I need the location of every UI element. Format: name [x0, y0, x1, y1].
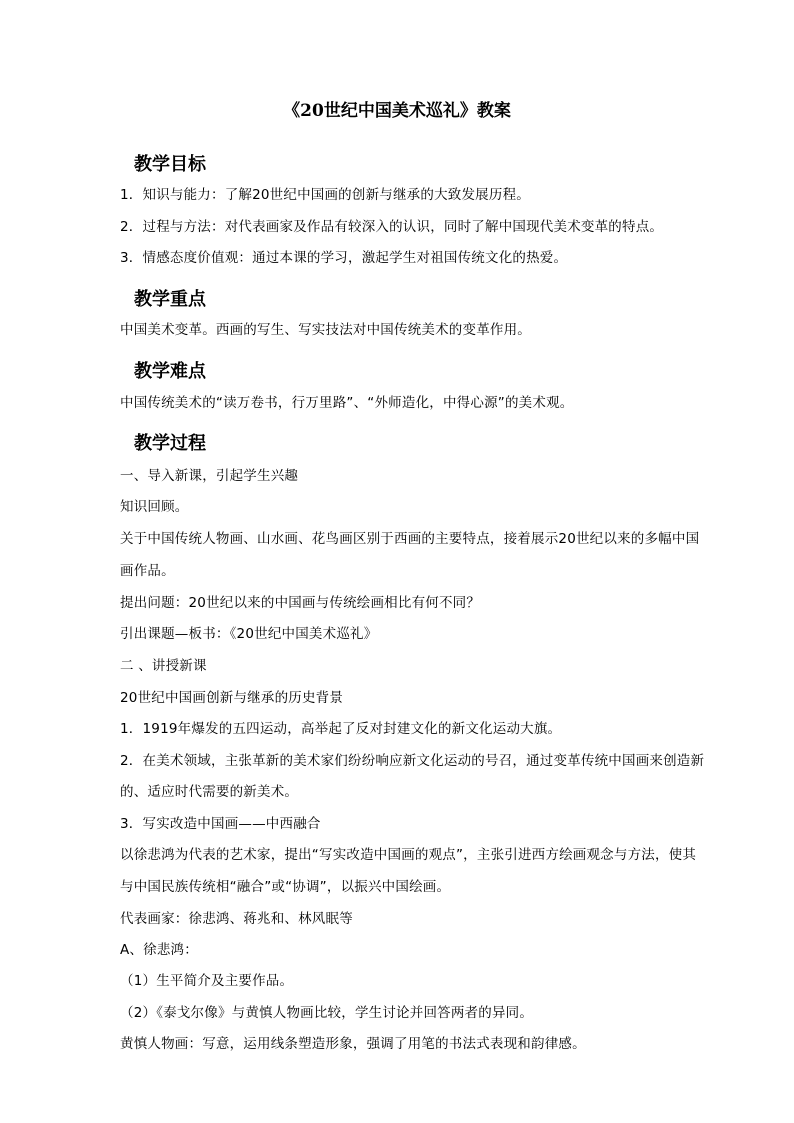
process-line: 的、适应时代需要的新美术。	[120, 784, 299, 800]
process-line: 2．在美术领域，主张革新的美术家们纷纷响应新文化运动的号召，通过变革传统中国画来创造新	[120, 753, 705, 769]
process-line: （1）生平简介及主要作品。	[120, 973, 294, 989]
process-line: 提出问题：20世纪以来的中国画与传统绘画相比有何不同？	[120, 595, 481, 611]
process-line: 代表画家：徐悲鸿、蒋兆和、林风眠等	[120, 911, 353, 927]
section-heading-process: 教学过程	[134, 433, 206, 454]
process-line: 1．1919年爆发的五四运动，高举起了反对封建文化的新文化运动大旗。	[120, 721, 562, 737]
process-line: 引出课题—板书：《20世纪中国美术巡礼》	[120, 626, 378, 642]
process-line: （2）《泰戈尔像》与黄慎人物画比较，学生讨论并回答两者的异同。	[120, 1005, 534, 1021]
process-line: 二 、讲授新课	[120, 658, 207, 674]
process-line: 知识回顾。	[120, 499, 189, 515]
section-heading-difficulty: 教学难点	[134, 361, 206, 382]
process-line: 一、导入新课，引起学生兴趣	[120, 468, 299, 484]
process-line: A、徐悲鸿：	[120, 942, 198, 958]
process-line: 黄慎人物画：写意，运用线条塑造形象，强调了用笔的书法式表现和韵律感。	[120, 1036, 586, 1052]
process-line: 3．写实改造中国画——中西融合	[120, 816, 321, 832]
section-heading-goals: 教学目标	[134, 154, 206, 175]
process-line: 20世纪中国画创新与继承的历史背景	[120, 690, 344, 706]
process-line: 以徐悲鸿为代表的艺术家，提出“写实改造中国画的观点”，主张引进西方绘画观念与方法，使其	[120, 847, 697, 863]
goal-item-2: 2．过程与方法：对代表画家及作品有较深入的认识，同时了解中国现代美术变革的特点。	[120, 219, 664, 235]
goal-item-3: 3．情感态度价值观：通过本课的学习，激起学生对祖国传统文化的热爱。	[120, 250, 568, 266]
document-title: 《20世纪中国美术巡礼》教案	[283, 101, 511, 121]
goal-item-1: 1．知识与能力：了解20世纪中国画的创新与继承的大致发展历程。	[120, 187, 530, 203]
process-line: 与中国民族传统相“融合”或“协调”，以振兴中国绘画。	[120, 879, 451, 895]
process-line: 关于中国传统人物画、山水画、花鸟画区别于西画的主要特点，接着展示20世纪以来的多幅中国	[120, 531, 700, 547]
process-line: 画作品。	[120, 563, 175, 579]
section-heading-focus: 教学重点	[134, 289, 206, 310]
difficulty-text: 中国传统美术的“读万卷书，行万里路”、“外师造化，中得心源”的美术观。	[120, 395, 574, 411]
focus-text: 中国美术变革。西画的写生、写实技法对中国传统美术的变革作用。	[120, 322, 531, 338]
